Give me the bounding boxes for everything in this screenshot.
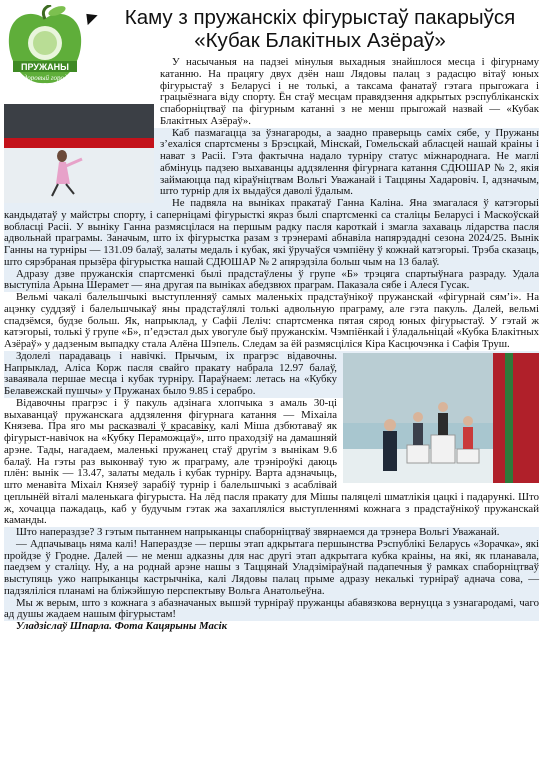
podium-photo (343, 353, 539, 483)
article-paragraph: Адразу дзве пружанскія спартсменкі былі прадстаўлены ў групе «Б» трэцяга спартыўнага разраду. Удала выступіла Арына Шерамет — яна другая па выніках абедзвюх праграм. Паказала сябе і Алеся Гусак. (4, 267, 539, 292)
article-paragraph: — Адпачываць няма калі! Напераздзе — першы этап адкрытага першынства Рэспублікі Беларусь «Зорачка», які пройдзе ў Гродне. Далей — не менш адказны для нас другі этап адкрытага кубка краіны, на які, як планавала, паедзем у сталіцу. Ну, а на роднай арэне нашы з Таццянай Уладзіміраўнай падапечныя ў рамках спаборніцтваў выступяць ужо напрыканцы кастрычніка, калі Лядовы палац прыме адразу некалькі турніраў аднача сова, — падзяліліся планамі на бліжэйшую перспектыву Вольга Анатольеўна. (4, 537, 539, 597)
paragraph-text: Відавочны прагрэс і ў пакуль адзінага хлопчыка з амаль 30-ці выхаванцаў пружанскага аддзялення фігурнага катання — Міхаіла Князева. Пра яго мы (4, 396, 337, 433)
author-signature: Уладзіслаў Шпарла. Фота Кацярыны Масік (16, 620, 228, 632)
article-paragraph: Каб пазмагацца за ўзнагароды, а заадно праверыць саміх сябе, у Пружаны з’ехаліся спартсмены з Брэсцкай, Мінскай, Гомельскай абласцей нашай краіны і нават з Расіі. Гэта фактычна надало турніру статус міжнароднага. Не маглі абмінуць падзею выхаванцы аддзялення фігурнага катання СДЮШАР № 2, якія займаюцца пад кіраўніцтвам Вольгі Уважанай і Таццяны Хадаровіч. І, адзначым, што турнір для іх выдаўся даволі ўдалым. (4, 128, 539, 199)
article-paragraph: Вельмі чакалі балельшчыкі выступленняў самых маленькіх прадстаўнікоў пружанскай «фігурнай сям’і». На ацэнку суддзяў і балельшчыкаў яны прадстаўлялі толькі адвольную праграму, але гэта пакуль. Далей, вельмі спадзёмся, будзе больш. Як, напрыклад, у Сафіі Леліч: спартсменка пятая сярод юных фігурыстаў. У гэтай ж катэгорыі, толькі ў групе «Б», п’едэстал дых увогуле быў пружанскім. Чэмпіёнкай і ўладальніцай «Кубка Блакітных Азёраў» у дадзеным выпадку стала Алёна Шэпель. Следам за ёй размясціліся Кіра Касцючэнка і Сафія Труш. (4, 291, 539, 350)
article-body (4, 57, 539, 633)
article-title: Каму з пружанскіх фігурыстаў пакарыўся «Кубак Блакітных Азёраў» (124, 6, 516, 52)
article-paragraph: Не падвяла на выніках пракатаў Ганна Каліна. Яна змагалася ў катэгорыі кандыдатаў у майстры спорту, і саперніцамі фігурысткі якраз былі спартсменкі са сталіцы Беларусі і Маскоўскай вобласці Расіі. У выніку Ганна размясцілася на першым радку пасля кароткай і змагла захаваць лідарства пасля адвольнай праграмы. Заначым, што іх фігурыстка разам з трэнерамі абнавіла напярэдадні сезона 2024/25. Вынік Ганны на турніры — 131.09 балаў, залаты медаль і кубак, які ўручаўся чэмпіёну ў кожнай катэгорыі. Трэба сказаць, што сярэбраная прызёра фігурыстка нашай СДЮШАР № 2 апярэдзіла больш чым на 13 балаў. (4, 197, 539, 268)
article-paragraph: Здолелі парадаваць і навічкі. Прычым, іх прагрэс відавочны. Напрыклад, Аліса Корж пасля свайго пракату набрала 12.97 балаў, заваявала першае месца і кубак турніру. Параўнаем: летась на «Кубку Белавежскай пушчы» у Пружанах было 9.85 і серабро. (4, 351, 539, 398)
article-paragraph: Што напераздзе? З гэтым пытаннем напрыканцы спаборніцтваў звярнаемся да трэнера Вольгі Уважанай. (4, 527, 539, 539)
logo-brand-text: ПРУЖАНЫ (21, 62, 69, 72)
article-paragraph: Мы ж верым, што з кожнага з абазначаных вышэй турніраў пружанцы абавязкова вернуцца з узнагародамі, чаго ад душы жадаем нашым фігурыстам! (4, 596, 539, 621)
archive-link[interactable]: расказвалі ў красавіку (108, 420, 214, 433)
article-paragraph: У насычаныя на падзеі мінулыя выхадныя знайшлося месца і фігурнаму катанню. На працягу двух дзён наш Лядовы палац з радасцю вітаў юных фігурыстаў з Беларусі і не толькі, а таксама фанатаў гэтага прыгожага і грацыёзнага віду спорту. Ён стаў месцам правядзення адкрытых рэспубліканскіх спаборніцтваў па фігурным катанні з не менш прыгожай назвай — «Кубак Блакітных Азёраў». (160, 56, 539, 127)
logo-slogan: Здоровый город! (20, 74, 70, 82)
paragraph-text: , калі Міша дзбютаваў як фігурыст-навічок на «Кубку Пераможцаў», што праходзіў на дамашняй арэне. Тады, нагадаем, маленькі пружанец стаў другім з вынікам 9.6 балаў. На гэты раз выконваў тую ж праграму, але трэніроўкі даюць плён: вынік — 13.47, залаты медаль і кубак турніру. Варта адзначыць, што менавіта Міхаіл Князеў зарабіў турнір і балельшчыкі з асаблівай цеплынёй віталі маленькага фігурыста. На лёд пасля пракату для Мішы паляцелі шматлікія цацкі і падарункі. Што ж, хочацца пажадаць, каб у будучым гэтак жа захапляліся выступленнямі кожнага з прадстаўнікоў пружанскай каманды. (4, 420, 539, 527)
skater-photo (4, 104, 154, 203)
